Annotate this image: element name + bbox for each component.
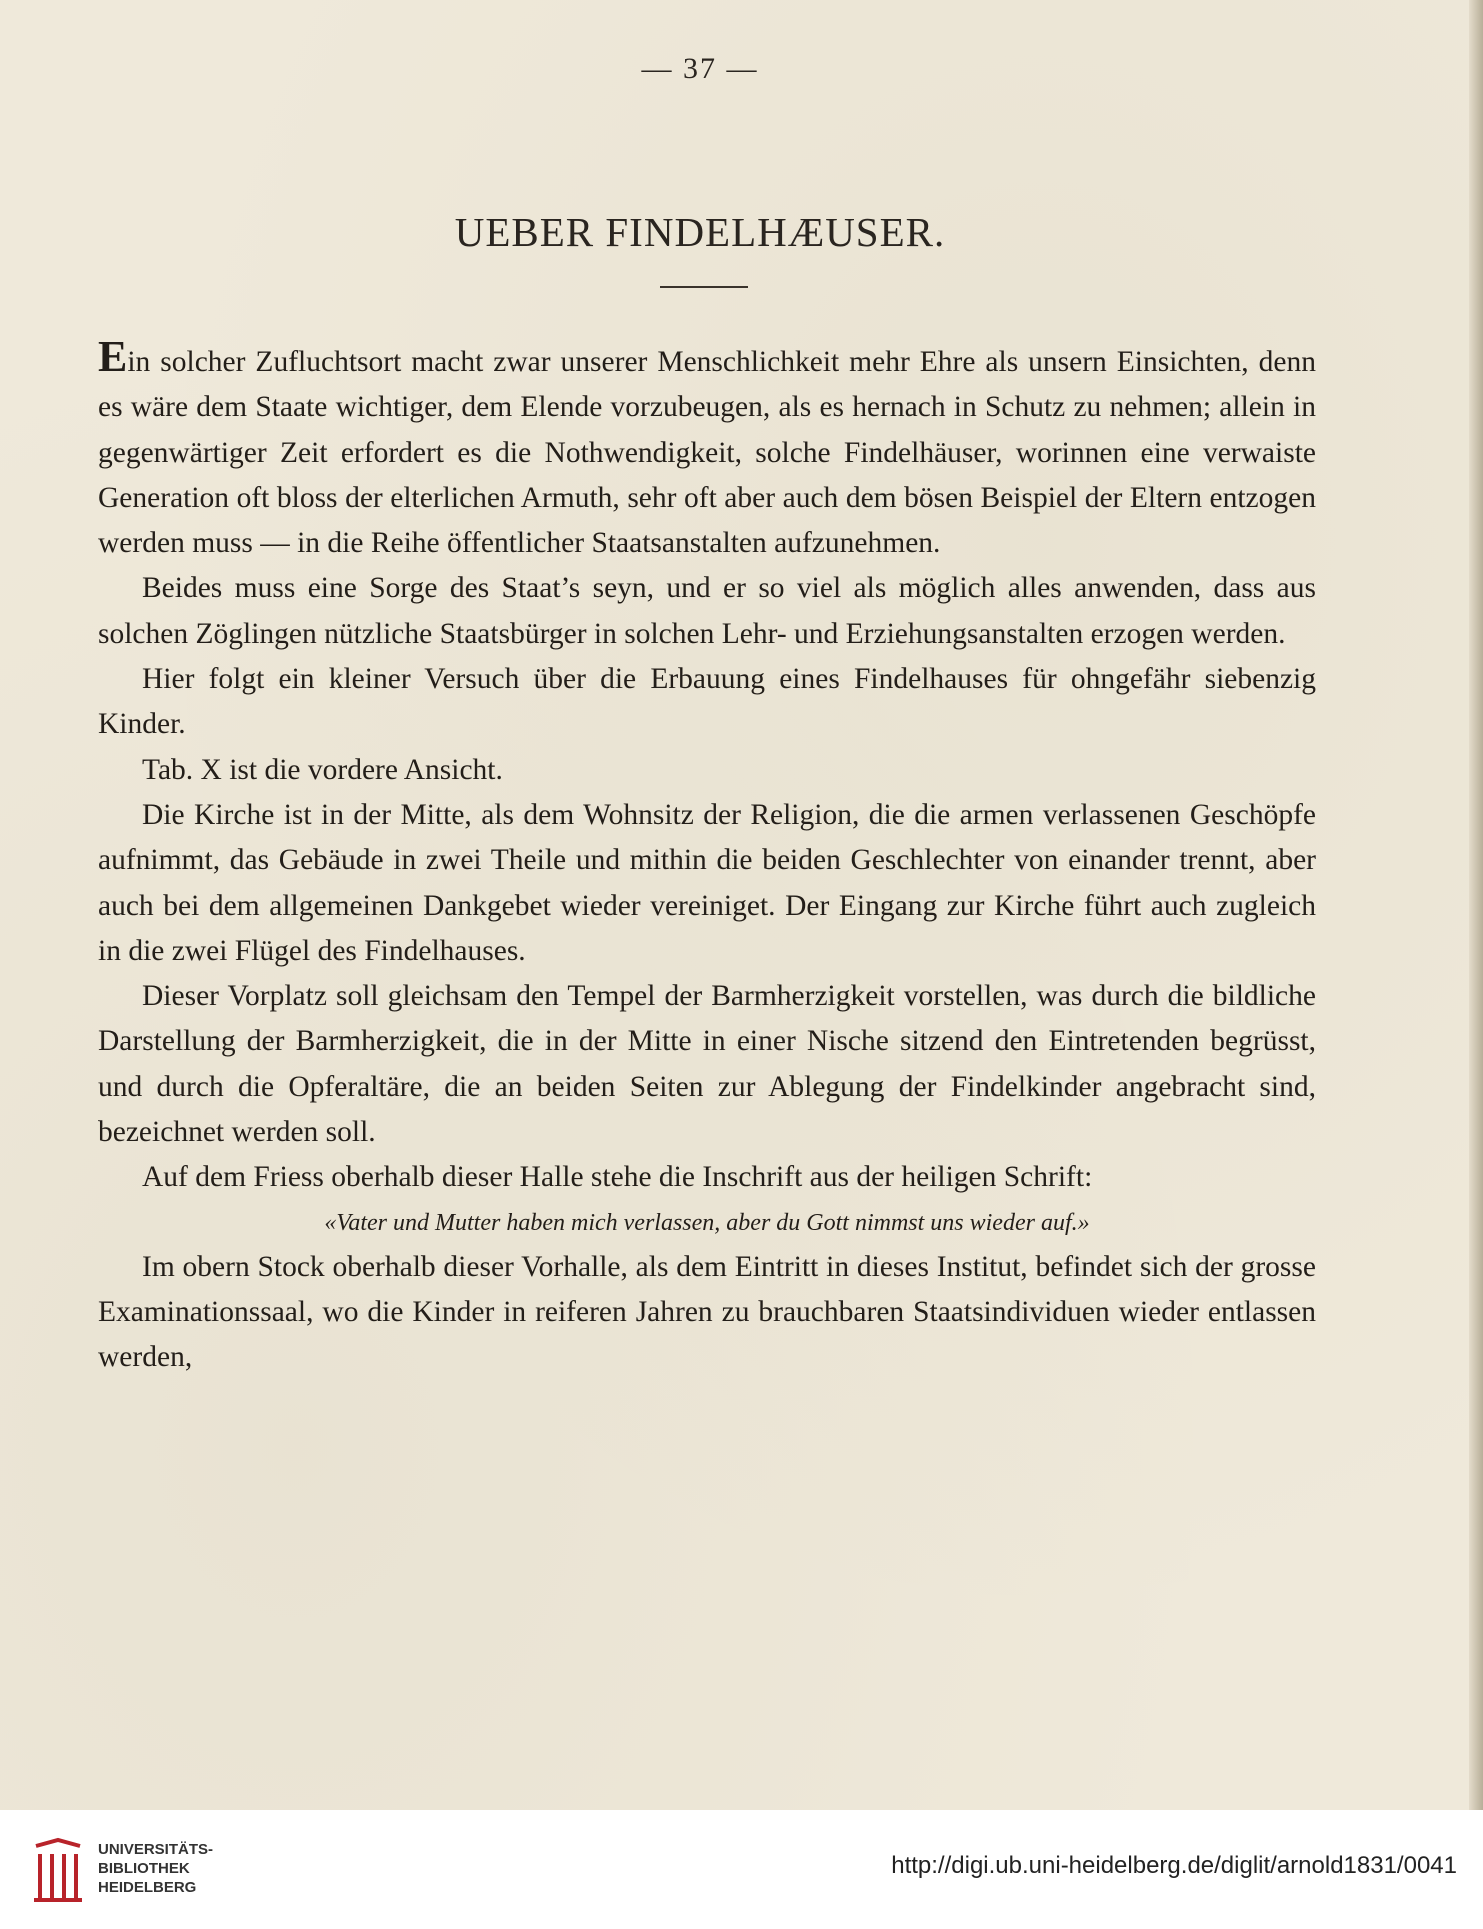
paragraph-1 [98, 332, 1316, 566]
library-logo-icon [30, 1836, 86, 1904]
title-divider [660, 286, 748, 288]
paragraph-2: Beides muss eine Sorge des Staat’s seyn, und er so viel als möglich alles anwenden, dass aus solchen Zöglingen nützliche Staatsbürger in solchen Lehr- und Erziehungsanstalten erzogen werden. [98, 572, 1316, 650]
scripture-quote: «Vater und Mutter haben mich verlassen, aber du Gott nimmst uns wieder auf.» [324, 1209, 1090, 1236]
library-name-line: UNIVERSITÄTS- [98, 1841, 214, 1858]
paragraph-text: in solcher Zufluchtsort macht zwar unserer Menschlichkeit mehr Ehre als unsern Einsichten, denn es wäre dem Staate wichtiger, dem Elende vorzubeugen, als es hernach in Schutz zu nehmen; allein in gegenwärtiger Zeit erfordert es die Nothwendigkeit, solche Findelhäuser, worinnen eine verwaiste Generation oft bloss der elterlichen Armuth, sehr oft aber auch dem bösen Beispiel der Eltern entzogen werden muss — in die Reihe öffentlicher Staatsanstalten aufzunehmen. [98, 346, 1316, 560]
paragraph-6: Dieser Vorplatz soll gleichsam den Tempel der Barmherzigkeit vorstellen, was durch die bildliche Darstellung der Barmherzigkeit, die in der Mitte in einer Nische sitzend den Eintretenden begrüsst, und durch die Opferaltäre, die an beiden Seiten zur Ablegung der Findelkinder angebracht sind, bezeichnet werden soll. [98, 980, 1316, 1149]
page-title: UEBER FINDELHÆUSER. [454, 209, 946, 255]
paragraph-8: Im obern Stock oberhalb dieser Vorhalle, als dem Eintritt in dieses Institut, befindet sich der grosse Examinationssaal, wo die Kinder in reiferen Jahren zu brauchbaren Staatsindividuen wieder entlassen werden, [98, 1250, 1316, 1374]
footer-bar [0, 1810, 1483, 1929]
paragraph-4: Tab. X ist die vordere Ansicht. [142, 753, 503, 786]
library-name-line: HEIDELBERG [98, 1879, 197, 1896]
library-name-line: BIBLIOTHEK [98, 1860, 190, 1877]
paragraph-7: Auf dem Friess oberhalb dieser Halle stehe die Inschrift aus der heiligen Schrift: [142, 1161, 1093, 1194]
body-text [98, 332, 1316, 1381]
library-name [98, 1840, 213, 1897]
page-edge [1469, 0, 1483, 1810]
page-number: — 37 — [641, 52, 759, 85]
permalink-url[interactable]: http://digi.ub.uni-heidelberg.de/diglit/arnold1831/0041 [891, 1852, 1457, 1879]
paragraph-5: Die Kirche ist in der Mitte, als dem Wohnsitz der Religion, die die armen verlassenen Geschöpfe aufnimmt, das Gebäude in zwei Theile und mithin die beiden Geschlechter von einander trennt, aber auch bei dem allgemeinen Dankgebet wieder vereiniget. Der Eingang zur Kirche führt auch zugleich in die zwei Flügel des Findelhauses. [98, 798, 1316, 967]
paragraph-3: Hier folgt ein kleiner Versuch über die Erbauung eines Findelhauses für ohngefähr siebenzig Kinder. [98, 663, 1316, 741]
drop-cap: E [98, 332, 128, 381]
